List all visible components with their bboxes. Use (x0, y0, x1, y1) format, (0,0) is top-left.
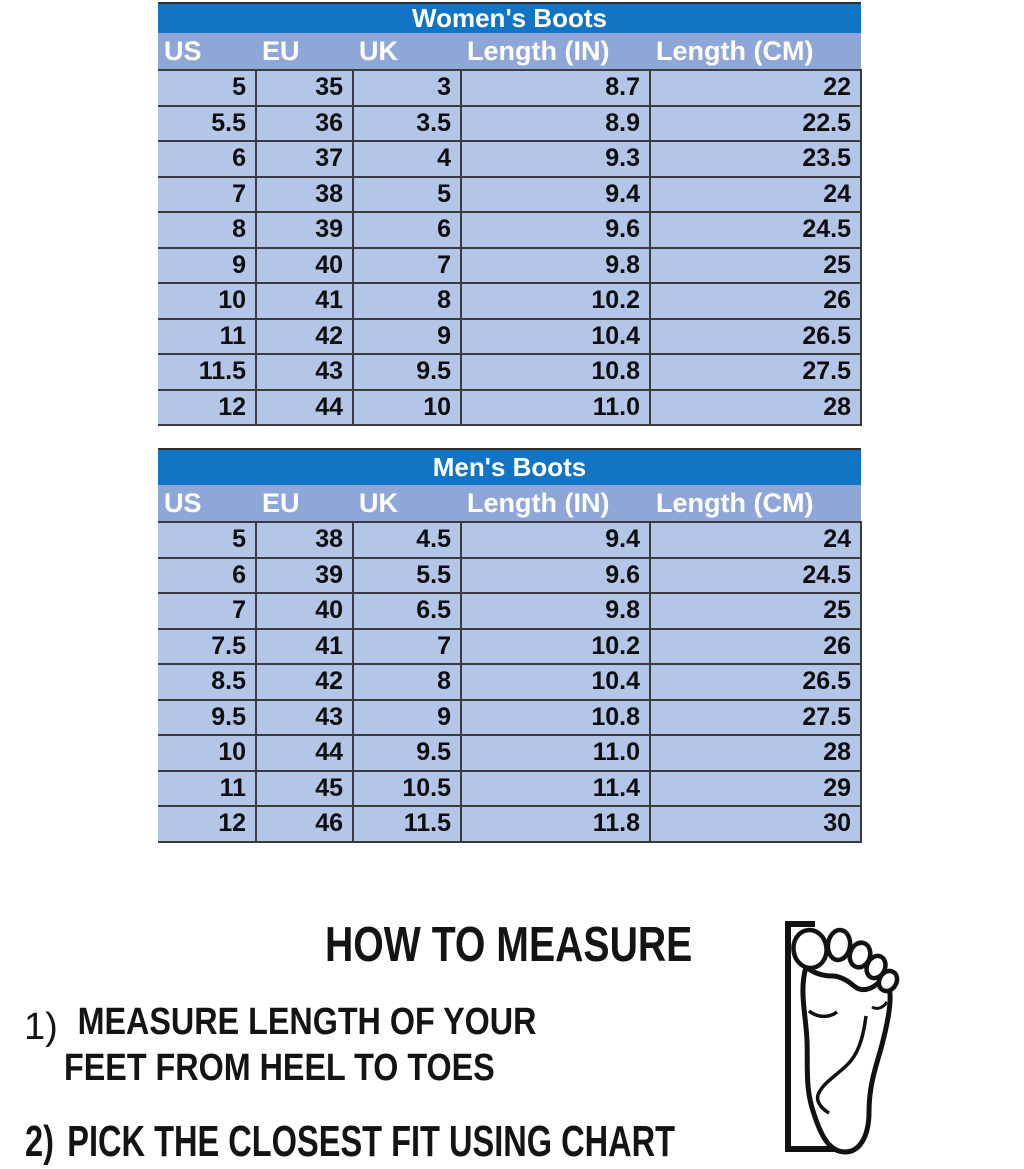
step-1-line-1: MEASURE LENGTH OF YOUR (77, 1001, 537, 1043)
size-cell: 26 (650, 629, 861, 665)
size-cell: 10 (158, 283, 256, 319)
size-cell: 6 (158, 141, 256, 177)
size-cell: 38 (256, 522, 353, 558)
size-cell: 9.6 (461, 558, 650, 594)
size-cell: 42 (256, 664, 353, 700)
size-cell: 11.0 (461, 735, 650, 771)
size-cell: 7 (158, 593, 256, 629)
size-cell: 28 (650, 735, 861, 771)
size-cell: 4.5 (353, 522, 461, 558)
size-cell: 44 (256, 735, 353, 771)
size-cell: 11 (158, 319, 256, 355)
size-row (158, 664, 861, 700)
column-header-row (158, 33, 861, 70)
size-cell: 10.4 (461, 664, 650, 700)
size-cell: 4 (353, 141, 461, 177)
size-cell: 35 (256, 70, 353, 106)
column-header: UK (353, 33, 461, 70)
size-cell: 5 (158, 70, 256, 106)
size-cell: 26.5 (650, 319, 861, 355)
size-cell: 9.4 (461, 522, 650, 558)
size-cell: 10.8 (461, 354, 650, 390)
size-row (158, 106, 861, 142)
size-cell: 26 (650, 283, 861, 319)
size-cell: 7 (158, 177, 256, 213)
size-row (158, 390, 861, 426)
size-cell: 41 (256, 283, 353, 319)
step-1-text (64, 999, 536, 1091)
table-title: Men's Boots (158, 449, 861, 485)
size-cell: 9.8 (461, 248, 650, 284)
mens-size-rows (158, 522, 861, 842)
size-cell: 11.8 (461, 806, 650, 842)
size-cell: 38 (256, 177, 353, 213)
size-cell: 5 (353, 177, 461, 213)
size-row (158, 771, 861, 807)
size-cell: 22.5 (650, 106, 861, 142)
size-row (158, 319, 861, 355)
womens-size-rows (158, 70, 861, 425)
size-row (158, 806, 861, 842)
size-cell: 10 (158, 735, 256, 771)
size-cell: 10.2 (461, 283, 650, 319)
size-row (158, 629, 861, 665)
column-header: Length (CM) (650, 33, 861, 70)
size-cell: 39 (256, 212, 353, 248)
size-cell: 43 (256, 700, 353, 736)
size-cell: 24.5 (650, 212, 861, 248)
size-cell: 5 (158, 522, 256, 558)
size-cell: 5.5 (353, 558, 461, 594)
how-to-measure-heading: HOW TO MEASURE (325, 918, 693, 972)
size-cell: 25 (650, 593, 861, 629)
size-row (158, 700, 861, 736)
step-1-number: 1) (24, 1006, 58, 1048)
size-cell: 6.5 (353, 593, 461, 629)
column-header-row (158, 485, 861, 522)
table-title: Women's Boots (158, 3, 861, 33)
step-2-number: 2) (25, 1117, 54, 1166)
size-row (158, 593, 861, 629)
size-cell: 10.8 (461, 700, 650, 736)
size-cell: 44 (256, 390, 353, 426)
size-cell: 11.5 (158, 354, 256, 390)
size-cell: 11 (158, 771, 256, 807)
size-cell: 25 (650, 248, 861, 284)
size-cell: 36 (256, 106, 353, 142)
size-row (158, 558, 861, 594)
size-row (158, 212, 861, 248)
size-row (158, 735, 861, 771)
size-cell: 27.5 (650, 354, 861, 390)
size-cell: 24 (650, 522, 861, 558)
size-cell: 9.3 (461, 141, 650, 177)
size-cell: 11.4 (461, 771, 650, 807)
size-cell: 9.5 (353, 735, 461, 771)
mens-boots-size-table (158, 448, 862, 843)
size-cell: 24.5 (650, 558, 861, 594)
size-cell: 29 (650, 771, 861, 807)
column-header: US (158, 485, 256, 522)
size-row (158, 522, 861, 558)
size-cell: 8.5 (158, 664, 256, 700)
size-cell: 5.5 (158, 106, 256, 142)
size-cell: 9.4 (461, 177, 650, 213)
size-cell: 9 (158, 248, 256, 284)
size-cell: 45 (256, 771, 353, 807)
foot-measure-diagram-icon (773, 903, 945, 1169)
step-2-line: PICK THE CLOSEST FIT USING CHART (67, 1117, 676, 1166)
size-cell: 40 (256, 248, 353, 284)
size-cell: 8 (158, 212, 256, 248)
size-cell: 11.5 (353, 806, 461, 842)
column-header: US (158, 33, 256, 70)
column-header: EU (256, 485, 353, 522)
size-cell: 9 (353, 319, 461, 355)
size-cell: 8.7 (461, 70, 650, 106)
size-cell: 23.5 (650, 141, 861, 177)
table-title-row (158, 449, 861, 485)
size-cell: 10.2 (461, 629, 650, 665)
size-cell: 3.5 (353, 106, 461, 142)
column-header: Length (IN) (461, 33, 650, 70)
size-cell: 10 (353, 390, 461, 426)
size-row (158, 283, 861, 319)
step-1-line-2: FEET FROM HEEL TO TOES (64, 1047, 495, 1089)
size-cell: 10.4 (461, 319, 650, 355)
size-row (158, 70, 861, 106)
size-row (158, 354, 861, 390)
size-cell: 27.5 (650, 700, 861, 736)
size-cell: 46 (256, 806, 353, 842)
size-cell: 9.5 (158, 700, 256, 736)
size-row (158, 141, 861, 177)
size-cell: 8 (353, 664, 461, 700)
size-cell: 42 (256, 319, 353, 355)
table-title-row (158, 3, 861, 33)
column-header: UK (353, 485, 461, 522)
size-cell: 7 (353, 248, 461, 284)
column-header: EU (256, 33, 353, 70)
size-cell: 9.6 (461, 212, 650, 248)
size-row (158, 248, 861, 284)
size-cell: 11.0 (461, 390, 650, 426)
size-cell: 7.5 (158, 629, 256, 665)
size-cell: 12 (158, 390, 256, 426)
column-header: Length (CM) (650, 485, 861, 522)
size-cell: 39 (256, 558, 353, 594)
size-cell: 28 (650, 390, 861, 426)
column-header: Length (IN) (461, 485, 650, 522)
size-cell: 3 (353, 70, 461, 106)
size-row (158, 177, 861, 213)
womens-boots-size-table (158, 2, 862, 426)
size-cell: 12 (158, 806, 256, 842)
size-cell: 41 (256, 629, 353, 665)
size-cell: 8 (353, 283, 461, 319)
size-cell: 26.5 (650, 664, 861, 700)
size-cell: 9.5 (353, 354, 461, 390)
size-cell: 6 (353, 212, 461, 248)
size-cell: 9 (353, 700, 461, 736)
size-cell: 22 (650, 70, 861, 106)
big-toe (791, 928, 829, 970)
foot-sole-outline (803, 967, 890, 1152)
size-cell: 10.5 (353, 771, 461, 807)
step-2-text (25, 1118, 675, 1166)
size-cell: 9.8 (461, 593, 650, 629)
size-cell: 37 (256, 141, 353, 177)
size-cell: 43 (256, 354, 353, 390)
size-cell: 40 (256, 593, 353, 629)
size-cell: 8.9 (461, 106, 650, 142)
size-cell: 7 (353, 629, 461, 665)
size-cell: 24 (650, 177, 861, 213)
size-cell: 6 (158, 558, 256, 594)
size-cell: 30 (650, 806, 861, 842)
